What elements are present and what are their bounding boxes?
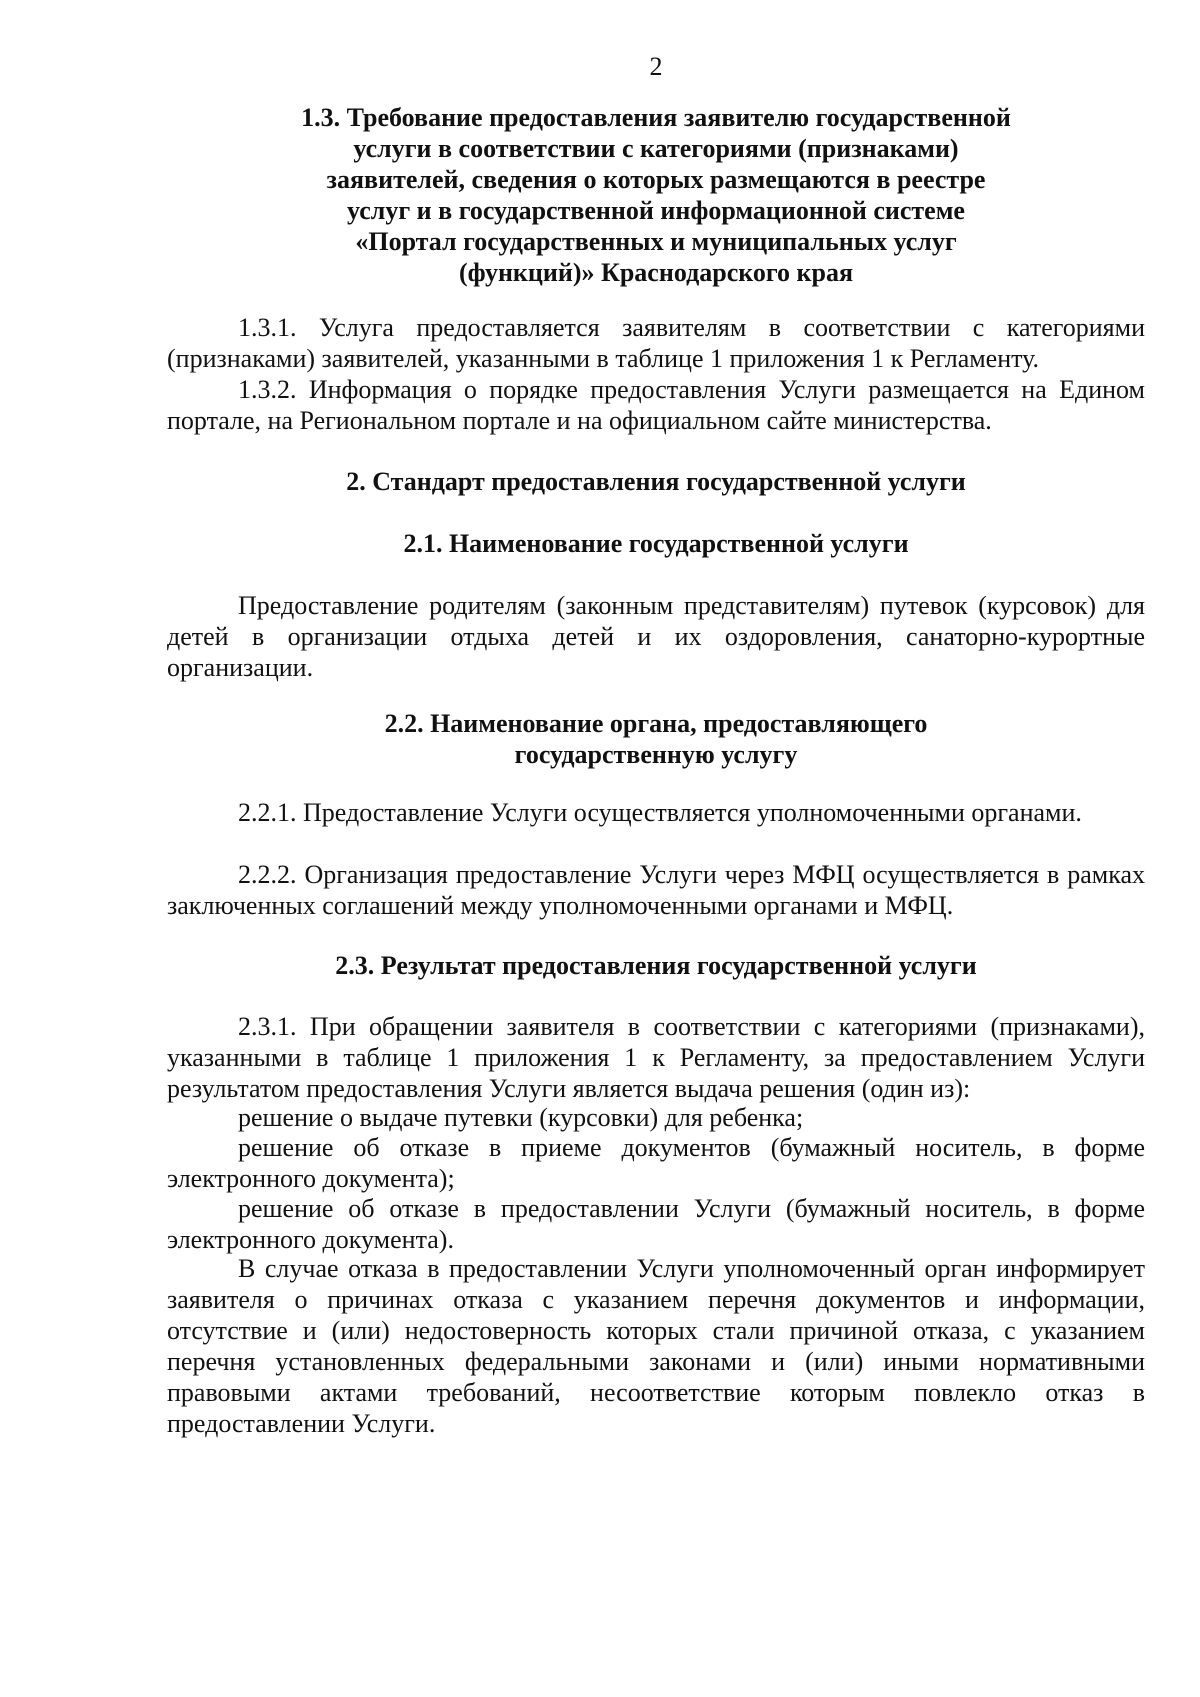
- paragraph-2-3-1: 2.3.1. При обращении заявителя в соответствии с категориями (признаками), указанными в таблице 1 приложения 1 к Регламенту, за предоставлением Услуги результатом предоставления Услуги является выдача решения (один из):: [167, 1012, 1145, 1103]
- paragraph-1-3-1: 1.3.1. Услуга предоставляется заявителям в соответствии с категориями (признаками) заявителей, указанными в таблице 1 приложения 1 к Регламенту.: [167, 313, 1145, 373]
- section-2-1-heading: 2.1. Наименование государственной услуги: [403, 529, 909, 558]
- heading-line: заявителей, сведения о которых размещаются в реестре: [326, 165, 986, 194]
- paragraph-2-1: Предоставление родителям (законным представителям) путевок (курсовок) для детей в организации отдыха детей и их оздоровления, санаторно-курортные организации.: [167, 591, 1145, 682]
- heading-line: (функций)» Краснодарского края: [458, 258, 854, 287]
- heading-line: услуг и в государственной информационной системе: [347, 196, 965, 225]
- paragraph-1-3-2: 1.3.2. Информация о порядке предоставления Услуги размещается на Едином портале, на Региональном портале и на официальном сайте министерства.: [167, 375, 1145, 435]
- heading-line: государственную услугу: [514, 740, 798, 769]
- heading-line: 1.3. Требование предоставления заявителю государственной: [301, 103, 1011, 132]
- paragraph-refusal-notice: В случае отказа в предоставлении Услуги уполномоченный орган информирует заявителя о причинах отказа с указанием перечня документов и информации, отсутствие и (или) недостоверность которых стали причиной отказа, с указанием перечня установленных федеральными законами и (или) иными нормативными правовыми актами требований, несоответствие которым повлекло отказ в предоставлении Услуги.: [167, 1254, 1145, 1438]
- page-number: 2: [649, 52, 663, 81]
- paragraph-decision-refusal-service: решение об отказе в предоставлении Услуги (бумажный носитель, в форме электронного документа).: [167, 1194, 1145, 1254]
- paragraph-2-2-2: 2.2.2. Организация предоставление Услуги через МФЦ осуществляется в рамках заключенных соглашений между уполномоченными органами и МФЦ.: [167, 860, 1145, 920]
- paragraph-decision-issue: решение о выдаче путевки (курсовки) для ребенка;: [238, 1103, 804, 1132]
- paragraph-2-2-1: 2.2.1. Предоставление Услуги осуществляется уполномоченными органами.: [238, 798, 1082, 827]
- paragraph-decision-refusal-documents: решение об отказе в приеме документов (бумажный носитель, в форме электронного документа);: [167, 1133, 1145, 1193]
- heading-line: 2.2. Наименование органа, предоставляющего: [384, 709, 928, 738]
- section-1-3-heading: [167, 102, 1145, 288]
- section-2-2-heading: [167, 708, 1145, 770]
- heading-line: «Портал государственных и муниципальных услуг: [355, 227, 957, 256]
- section-2-heading: 2. Стандарт предоставления государственной услуги: [346, 467, 966, 496]
- heading-line: услуги в соответствии с категориями (признаками): [353, 134, 959, 163]
- section-2-3-heading: 2.3. Результат предоставления государственной услуги: [335, 951, 977, 980]
